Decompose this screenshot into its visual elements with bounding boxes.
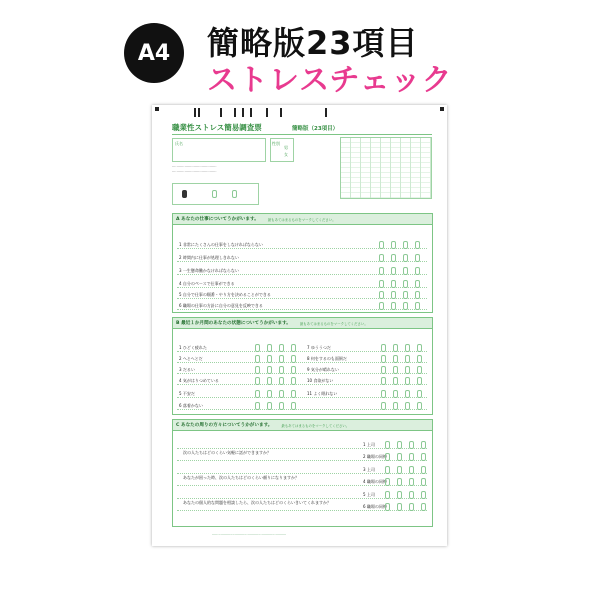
empty-mark-example xyxy=(212,190,217,198)
section-b-item: 4 気がはりつめている xyxy=(179,378,219,383)
answer-bubble[interactable] xyxy=(255,344,260,352)
section-c-option: 2 職場の同僚 xyxy=(363,454,387,459)
section-b xyxy=(172,317,433,415)
corner-mark xyxy=(440,107,444,111)
divider xyxy=(172,134,432,135)
sheet-title: 職業性ストレス簡易調査票 xyxy=(172,123,262,132)
answer-bubble[interactable] xyxy=(381,355,386,363)
answer-bubble[interactable] xyxy=(381,344,386,352)
answer-bubble[interactable] xyxy=(255,377,260,385)
section-a-note: 最もあてはまるものをマークしてください。 xyxy=(267,217,336,222)
answer-bubble[interactable] xyxy=(397,491,402,499)
heading-line2: ストレスチェック xyxy=(207,63,453,98)
answer-bubble[interactable] xyxy=(255,366,260,374)
answer-bubble[interactable] xyxy=(291,402,296,410)
answer-bubble[interactable] xyxy=(405,402,410,410)
answer-bubble[interactable] xyxy=(403,280,408,288)
answer-bubble[interactable] xyxy=(393,344,398,352)
id-mark-grid[interactable] xyxy=(340,137,432,199)
answer-bubble[interactable] xyxy=(403,291,408,299)
row-divider xyxy=(177,362,427,363)
answer-bubble[interactable] xyxy=(391,302,396,310)
section-b-item: 7 ゆううつだ xyxy=(307,345,331,350)
gender-female: 女 xyxy=(284,152,288,157)
answer-bubble[interactable] xyxy=(405,390,410,398)
answer-bubble[interactable] xyxy=(267,344,272,352)
section-c-option: 1 上司 xyxy=(363,442,375,447)
answer-bubble[interactable] xyxy=(379,241,384,249)
answer-bubble[interactable] xyxy=(379,267,384,275)
answer-bubble[interactable] xyxy=(385,478,390,486)
row-divider xyxy=(177,309,427,310)
row-divider xyxy=(177,274,427,275)
answer-bubble[interactable] xyxy=(385,466,390,474)
gender-male: 男 xyxy=(284,145,288,150)
answer-bubble[interactable] xyxy=(255,390,260,398)
answer-bubble[interactable] xyxy=(381,402,386,410)
row-divider xyxy=(177,261,427,262)
answer-bubble[interactable] xyxy=(409,466,414,474)
section-a xyxy=(172,213,433,313)
section-c-heading: C あなたの周りの方々についてうかがいます。 xyxy=(176,423,273,428)
answer-bubble[interactable] xyxy=(405,344,410,352)
section-b-item: 11 よく眠れない xyxy=(307,391,338,396)
section-c-option: 5 上司 xyxy=(363,492,375,497)
answer-bubble[interactable] xyxy=(409,453,414,461)
name-label: 氏名 xyxy=(175,141,183,146)
answer-bubble[interactable] xyxy=(393,366,398,374)
answer-bubble[interactable] xyxy=(417,377,422,385)
section-a-item: 1 非常にたくさんの仕事をしなければならない xyxy=(179,242,263,247)
answer-bubble[interactable] xyxy=(379,280,384,288)
sheet-subtitle: 簡略版（23項目） xyxy=(292,126,339,132)
answer-bubble[interactable] xyxy=(291,377,296,385)
answer-bubble[interactable] xyxy=(391,280,396,288)
answer-bubble[interactable] xyxy=(421,478,426,486)
answer-bubble[interactable] xyxy=(291,355,296,363)
corner-mark xyxy=(155,107,159,111)
answer-bubble[interactable] xyxy=(267,366,272,374)
section-b-note: 最もあてはまるものをマークしてください。 xyxy=(299,321,368,326)
answer-bubble[interactable] xyxy=(421,503,426,511)
answer-bubble[interactable] xyxy=(255,402,260,410)
answer-bubble[interactable] xyxy=(397,478,402,486)
answer-bubble[interactable] xyxy=(421,466,426,474)
answer-bubble[interactable] xyxy=(403,302,408,310)
instructions-text: ······································· ······································· xyxy=(172,165,217,174)
answer-bubble[interactable] xyxy=(415,302,420,310)
answer-bubble[interactable] xyxy=(279,377,284,385)
row-divider xyxy=(177,373,427,374)
empty-mark-example xyxy=(232,190,237,198)
answer-bubble[interactable] xyxy=(409,503,414,511)
answer-bubble[interactable] xyxy=(279,366,284,374)
section-a-item: 2 時間内に仕事が処理しきれない xyxy=(179,255,239,260)
answer-bubble[interactable] xyxy=(397,441,402,449)
answer-bubble[interactable] xyxy=(403,267,408,275)
answer-bubble[interactable] xyxy=(415,291,420,299)
answer-bubble[interactable] xyxy=(379,302,384,310)
answer-bubble[interactable] xyxy=(267,355,272,363)
row-divider xyxy=(177,351,427,352)
answer-bubble[interactable] xyxy=(409,478,414,486)
row-divider xyxy=(177,298,427,299)
answer-bubble[interactable] xyxy=(421,441,426,449)
section-c-question: あなたの個人的な問題を相談したら、次の人たちはどのくらいきいてくれますか？ xyxy=(183,500,331,505)
answer-bubble[interactable] xyxy=(267,377,272,385)
section-b-item: 10 食欲がない xyxy=(307,378,334,383)
answer-bubble[interactable] xyxy=(397,453,402,461)
a4-badge: A4 xyxy=(124,23,184,83)
section-c-question: あなたが困った時、次の人たちはどのくらい頼りになりますか？ xyxy=(183,475,299,480)
answer-bubble[interactable] xyxy=(385,441,390,449)
answer-bubble[interactable] xyxy=(417,390,422,398)
section-c-option: 3 上司 xyxy=(363,467,375,472)
section-a-heading: A あなたの仕事についてうかがいます。 xyxy=(176,217,259,222)
row-divider xyxy=(177,248,427,249)
row-divider xyxy=(177,287,427,288)
answer-bubble[interactable] xyxy=(381,390,386,398)
answer-bubble[interactable] xyxy=(405,366,410,374)
section-a-item: 3 一生懸命働かなければならない xyxy=(179,268,239,273)
stress-check-sheet xyxy=(152,105,447,546)
answer-bubble[interactable] xyxy=(405,377,410,385)
answer-bubble[interactable] xyxy=(255,355,260,363)
answer-bubble[interactable] xyxy=(417,402,422,410)
answer-bubble[interactable] xyxy=(385,453,390,461)
section-b-item: 3 だるい xyxy=(179,367,195,372)
section-b-item: 6 落着かない xyxy=(179,403,203,408)
answer-bubble[interactable] xyxy=(279,402,284,410)
name-field[interactable] xyxy=(172,138,266,162)
section-c-question: 次の人たちはどのくらい気軽に話ができますか？ xyxy=(183,450,271,455)
answer-bubble[interactable] xyxy=(393,377,398,385)
answer-bubble[interactable] xyxy=(279,355,284,363)
section-a-item: 4 自分のペースで仕事ができる xyxy=(179,281,235,286)
section-b-heading: B 最近１か月間のあなたの状態についてうかがいます。 xyxy=(176,321,291,326)
section-a-item: 6 職場の仕事の方針に自分の意見を反映できる xyxy=(179,303,263,308)
section-b-item: 5 不安だ xyxy=(179,391,195,396)
answer-bubble[interactable] xyxy=(267,390,272,398)
answer-bubble[interactable] xyxy=(397,466,402,474)
answer-bubble[interactable] xyxy=(415,241,420,249)
answer-bubble[interactable] xyxy=(393,390,398,398)
answer-bubble[interactable] xyxy=(417,366,422,374)
answer-bubble[interactable] xyxy=(385,503,390,511)
answer-bubble[interactable] xyxy=(415,254,420,262)
answer-bubble[interactable] xyxy=(291,366,296,374)
answer-bubble[interactable] xyxy=(391,267,396,275)
answer-bubble[interactable] xyxy=(409,441,414,449)
answer-bubble[interactable] xyxy=(381,366,386,374)
answer-bubble[interactable] xyxy=(381,377,386,385)
answer-bubble[interactable] xyxy=(421,491,426,499)
heading-line1: 簡略版23項目 xyxy=(207,24,419,62)
answer-bubble[interactable] xyxy=(379,254,384,262)
section-b-item: 9 気分が晴れない xyxy=(307,367,339,372)
footer-text: ····································································· xyxy=(212,533,287,537)
section-c-option: 4 職場の同僚 xyxy=(363,479,387,484)
answer-bubble[interactable] xyxy=(403,254,408,262)
gender-label: 性別 xyxy=(272,141,280,146)
section-c xyxy=(172,419,433,527)
answer-bubble[interactable] xyxy=(385,491,390,499)
filled-mark-example xyxy=(182,190,187,198)
answer-bubble[interactable] xyxy=(291,344,296,352)
answer-bubble[interactable] xyxy=(393,402,398,410)
answer-bubble[interactable] xyxy=(267,402,272,410)
section-b-item: 1 ひどく疲れた xyxy=(179,345,207,350)
answer-bubble[interactable] xyxy=(291,390,296,398)
answer-bubble[interactable] xyxy=(405,355,410,363)
answer-bubble[interactable] xyxy=(379,291,384,299)
answer-bubble[interactable] xyxy=(417,344,422,352)
section-a-item: 5 自分で仕事の順番・やり方を決めることができる xyxy=(179,292,271,297)
answer-bubble[interactable] xyxy=(391,291,396,299)
answer-bubble[interactable] xyxy=(391,241,396,249)
answer-bubble[interactable] xyxy=(403,241,408,249)
answer-bubble[interactable] xyxy=(397,503,402,511)
section-c-note: 最もあてはまるものをマークしてください。 xyxy=(281,423,350,428)
answer-bubble[interactable] xyxy=(393,355,398,363)
timing-marks xyxy=(170,108,390,118)
answer-bubble[interactable] xyxy=(415,267,420,275)
answer-bubble[interactable] xyxy=(279,390,284,398)
answer-bubble[interactable] xyxy=(415,280,420,288)
answer-bubble[interactable] xyxy=(417,355,422,363)
answer-bubble[interactable] xyxy=(409,491,414,499)
row-divider xyxy=(177,397,427,398)
row-divider xyxy=(177,409,427,410)
section-c-option: 6 職場の同僚 xyxy=(363,504,387,509)
answer-bubble[interactable] xyxy=(391,254,396,262)
section-b-item: 2 へとへとだ xyxy=(179,356,203,361)
section-b-item: 8 何をするのも面倒だ xyxy=(307,356,347,361)
answer-bubble[interactable] xyxy=(421,453,426,461)
row-divider xyxy=(177,384,427,385)
answer-bubble[interactable] xyxy=(279,344,284,352)
